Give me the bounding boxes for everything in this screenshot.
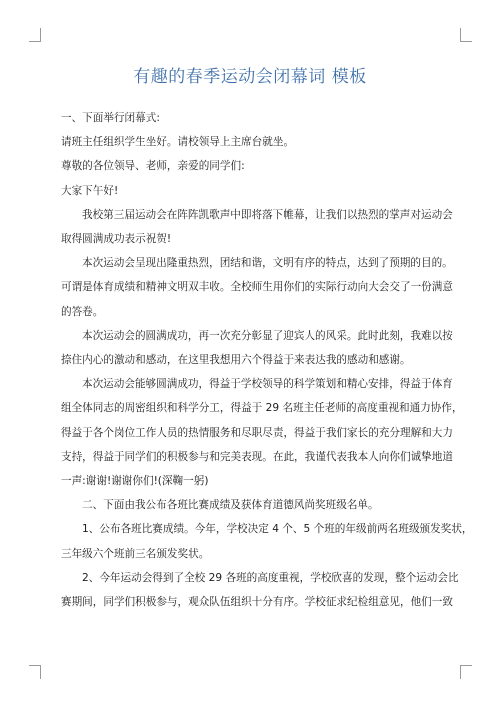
body-line: 一声:谢谢!谢谢你们!(深鞠一躬) (61, 475, 209, 488)
body-line: 我校第三届运动会在阵阵凯歌声中即将落下帷幕，让我们以热烈的掌声对运动会 (82, 208, 453, 221)
body-line: 二、下面由我公布各班比赛成绩及获体育道德风尚奖班级名单。 (82, 499, 379, 512)
document-body (61, 106, 473, 614)
crop-mark-bottom-right (460, 665, 472, 679)
body-line: 2、今年运动会得到了全校 29 各班的高度重视，学校欣喜的发现，整个运动会比 (82, 571, 459, 584)
body-line: 捺住内心的激动和感动，在这里我想用六个得益于来表达我的感动和感谢。 (61, 354, 411, 367)
crop-mark-top-right (460, 28, 472, 42)
body-line: 本次运动会的圆满成功，再一次充分彰显了迎宾人的风采。此时此刻，我难以按 (82, 329, 453, 342)
body-line: 支持，得益于同学们的积极参与和完美表现。在此，我谨代表我本人向你们诚挚地道 (61, 450, 453, 463)
crop-mark-top-left (29, 28, 41, 42)
body-line: 的答卷。 (61, 305, 104, 318)
body-line: 赛期间，同学们积极参与，观众队伍组织十分有序。学校征求纪检组意见，他们一致 (61, 596, 453, 609)
body-line: 一、下面举行闭幕式: (61, 112, 160, 124)
body-line: 取得圆满成功表示祝贺! (61, 233, 172, 246)
crop-mark-bottom-left (29, 665, 41, 679)
body-line: 1、公布各班比赛成绩。今年，学校决定 4 个、5 个班的年级前两名班级颁发奖状， (82, 523, 473, 536)
body-line: 组全体同志的周密组织和科学分工，得益于 29 名班主任老师的高度重视和通力协作， (61, 402, 463, 415)
body-line: 本次运动会能够圆满成功，得益于学校领导的科学策划和精心安排，得益于体育 (82, 378, 453, 391)
document-title: 有趣的春季运动会闭幕词 模板 (133, 67, 367, 87)
body-line: 可谓是体育成绩和精神文明双丰收。全校师生用你们的实际行动向大会交了一份满意 (61, 281, 453, 294)
body-line: 得益于各个岗位工作人员的热情服务和尽职尽责，得益于我们家长的充分理解和大力 (61, 426, 453, 439)
body-line: 本次运动会呈现出隆重热烈，团结和谐，文明有序的特点，达到了预期的目的。 (82, 257, 453, 270)
body-line: 三年级六个班前三名颁发奖状。 (61, 547, 210, 560)
body-line: 大家下午好! (61, 184, 119, 197)
body-line: 请班主任组织学生坐好。请校领导上主席台就坐。 (61, 136, 295, 149)
body-line: 尊敬的各位领导、老师，亲爱的同学们: (61, 160, 245, 173)
